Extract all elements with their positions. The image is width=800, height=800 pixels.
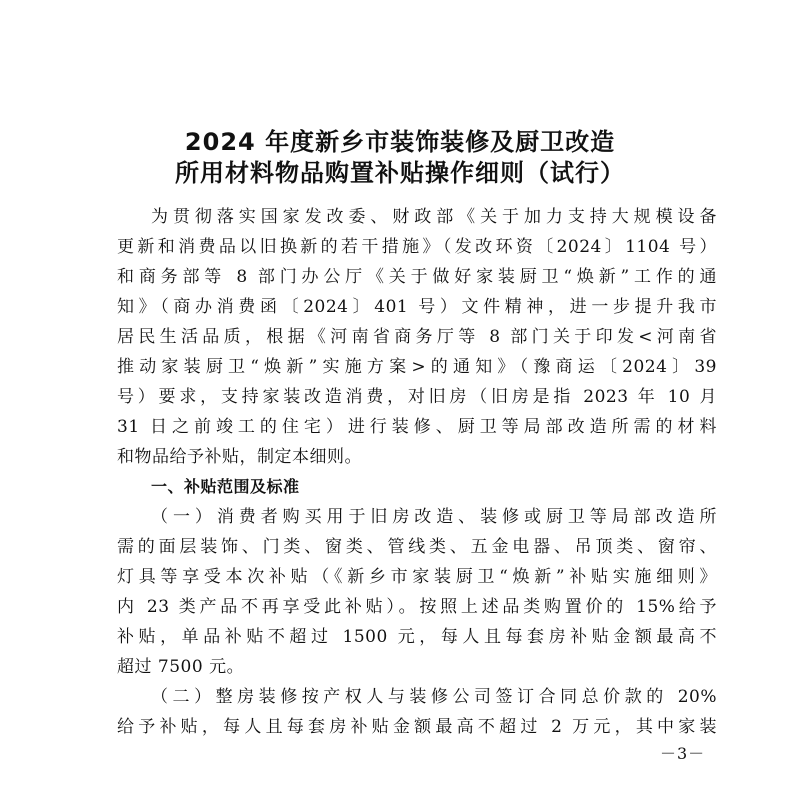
section-heading: 一、补贴范围及标准 [151,477,300,496]
paragraph-1-line: 和商务部等 8 部门办公厅《关于做好家装厨卫“焕新”工作的通 [117,267,717,287]
paragraph-3-line: （二）整房装修按产权人与装修公司签订合同总价款的 20% [151,687,717,707]
paragraph-1-line: 更新和消费品以旧换新的若干措施》（发改环资〔2024〕1104 号） [117,237,717,257]
document-body [117,202,717,742]
paragraph-1-line: 知》（商办消费函〔2024〕401 号）文件精神，进一步提升我市 [117,297,717,317]
paragraph-3-line: 给予补贴，每人且每套房补贴金额最高不超过 2 万元，其中家装 [117,717,717,737]
document-title-line-2: 所用材料物品购置补贴操作细则（试行） [175,159,625,187]
paragraph-1-line: 和物品给予补贴，制定本细则。 [117,447,362,467]
paragraph-2-line: 需的面层装饰、门类、窗类、管线类、五金电器、吊顶类、窗帘、 [117,537,717,557]
paragraph-1-line: 居民生活品质，根据《河南省商务厅等 8 部门关于印发<河南省 [117,327,717,347]
paragraph-2-line: （一）消费者购买用于旧房改造、装修或厨卫等局部改造所 [151,507,717,527]
paragraph-1-line: 推动家装厨卫“焕新”实施方案>的通知》（豫商运〔2024〕39 [117,357,717,377]
paragraph-2-line: 补贴，单品补贴不超过 1500 元，每人且每套房补贴金额最高不 [117,627,717,647]
paragraph-2-line: 内 23 类产品不再享受此补贴）。按照上述品类购置价的 15%给予 [117,597,717,617]
paragraph-1-line: 为贯彻落实国家发改委、财政部《关于加力支持大规模设备 [151,207,717,227]
paragraph-1-line: 31 日之前竣工的住宅）进行装修、厨卫等局部改造所需的材料 [117,417,717,437]
document-title-line-1: 2024 年度新乡市装饰装修及厨卫改造 [184,128,616,156]
paragraph-2-line: 超过 7500 元。 [117,657,245,677]
page-number: －3－ [660,744,706,763]
paragraph-2-line: 灯具等享受本次补贴（《新乡市家装厨卫“焕新”补贴实施细则》 [117,567,717,587]
paragraph-1-line: 号）要求，支持家装改造消费，对旧房（旧房是指 2023 年 10 月 [117,387,717,407]
